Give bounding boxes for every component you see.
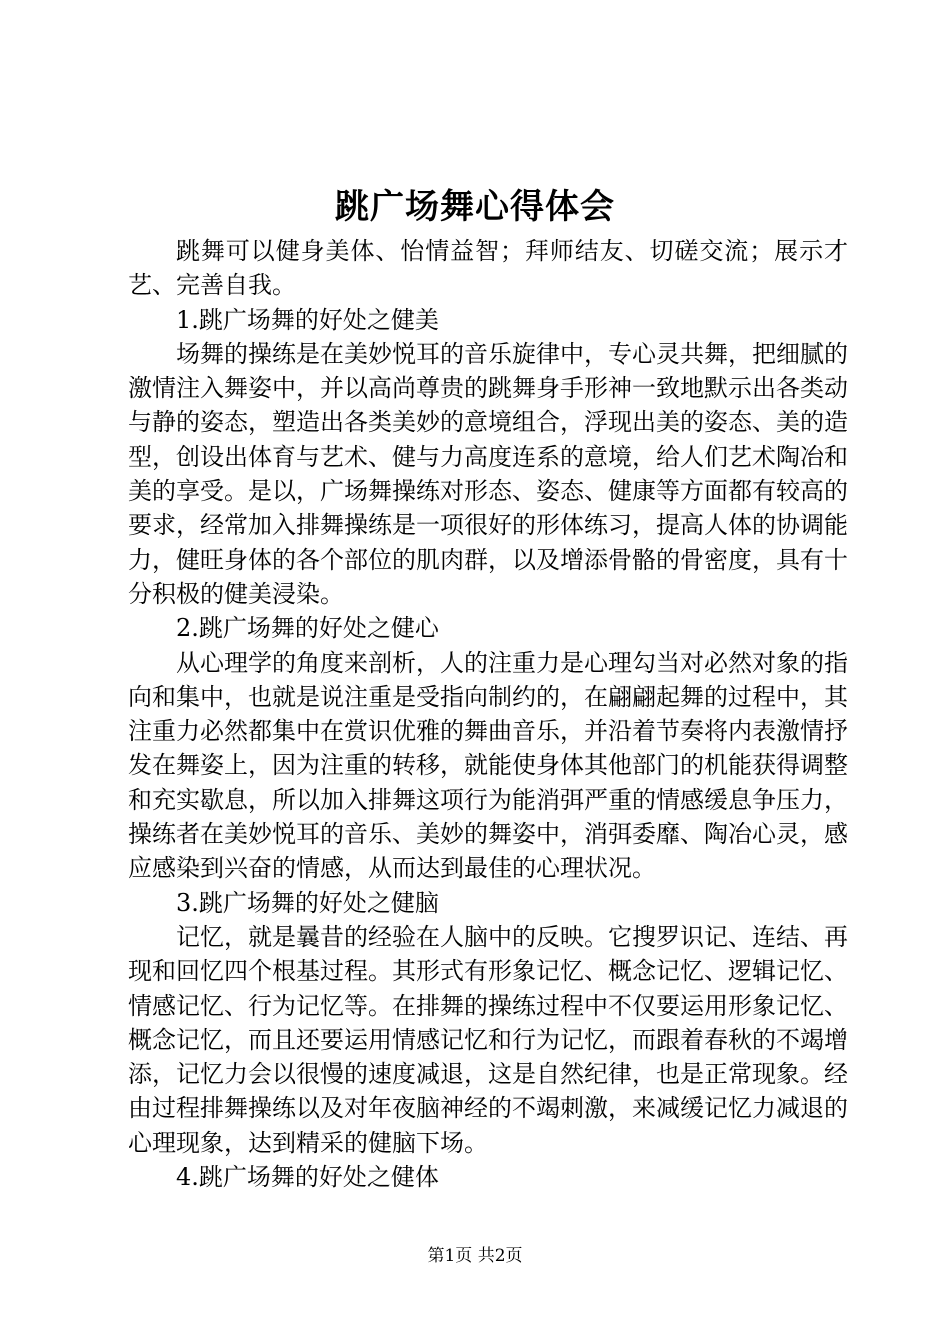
document-body <box>128 234 848 1194</box>
section-heading-2: 2.跳广场舞的好处之健心 <box>176 614 439 643</box>
section-paragraph-2: 从心理学的角度来剖析，人的注重力是心理勾当对必然对象的指向和集中，也就是说注重是受指向制约的，在翩翩起舞的过程中，其注重力必然都集中在赏识优雅的舞曲音乐，并沿着节奏将内表激情抒发在舞姿上，因为注重的转移，就能使身体其他部门的机能获得调整和充实歇息，所以加入排舞这项行为能消弭严重的情感缓息争压力，操练者在美妙悦耳的音乐、美妙的舞姿中，消弭委靡、陶冶心灵，感应感染到兴奋的情感，从而达到最佳的心理状况。 <box>128 648 848 883</box>
page-footer: 第1页 共2页 <box>427 1246 523 1266</box>
section-heading-1: 1.跳广场舞的好处之健美 <box>176 305 439 334</box>
intro-paragraph: 跳舞可以健身美体、怡情益智；拜师结友、切磋交流；展示才艺、完善自我。 <box>128 237 848 300</box>
document-title: 跳广场舞心得体会 <box>335 187 615 227</box>
section-heading-3: 3.跳广场舞的好处之健脑 <box>176 888 439 917</box>
section-paragraph-1: 场舞的操练是在美妙悦耳的音乐旋律中，专心灵共舞，把细腻的激情注入舞姿中，并以高尚尊贵的跳舞身手形神一致地默示出各类动与静的姿态，塑造出各类美妙的意境组合，浮现出美的姿态、美的造型，创设出体育与艺术、健与力高度连系的意境，给人们艺术陶冶和美的享受。是以，广场舞操练对形态、姿态、健康等方面都有较高的要求，经常加入排舞操练是一项很好的形体练习，提高人体的协调能力，健旺身体的各个部位的肌肉群，以及增添骨骼的骨密度，具有十分积极的健美浸染。 <box>128 339 848 608</box>
section-paragraph-3: 记忆，就是曩昔的经验在人脑中的反映。它搜罗识记、连结、再现和回忆四个根基过程。其形式有形象记忆、概念记忆、逻辑记忆、情感记忆、行为记忆等。在排舞的操练过程中不仅要运用形象记忆、概念记忆，而且还要运用情感记忆和行为记忆，而跟着春秋的不竭增添，记忆力会以很慢的速度减退，这是自然纪律，也是正常现象。经由过程排舞操练以及对年夜脑神经的不竭刺激，来减缓记忆力减退的心理现象，达到精采的健脑下场。 <box>128 922 848 1157</box>
section-heading-4: 4.跳广场舞的好处之健体 <box>176 1163 439 1192</box>
